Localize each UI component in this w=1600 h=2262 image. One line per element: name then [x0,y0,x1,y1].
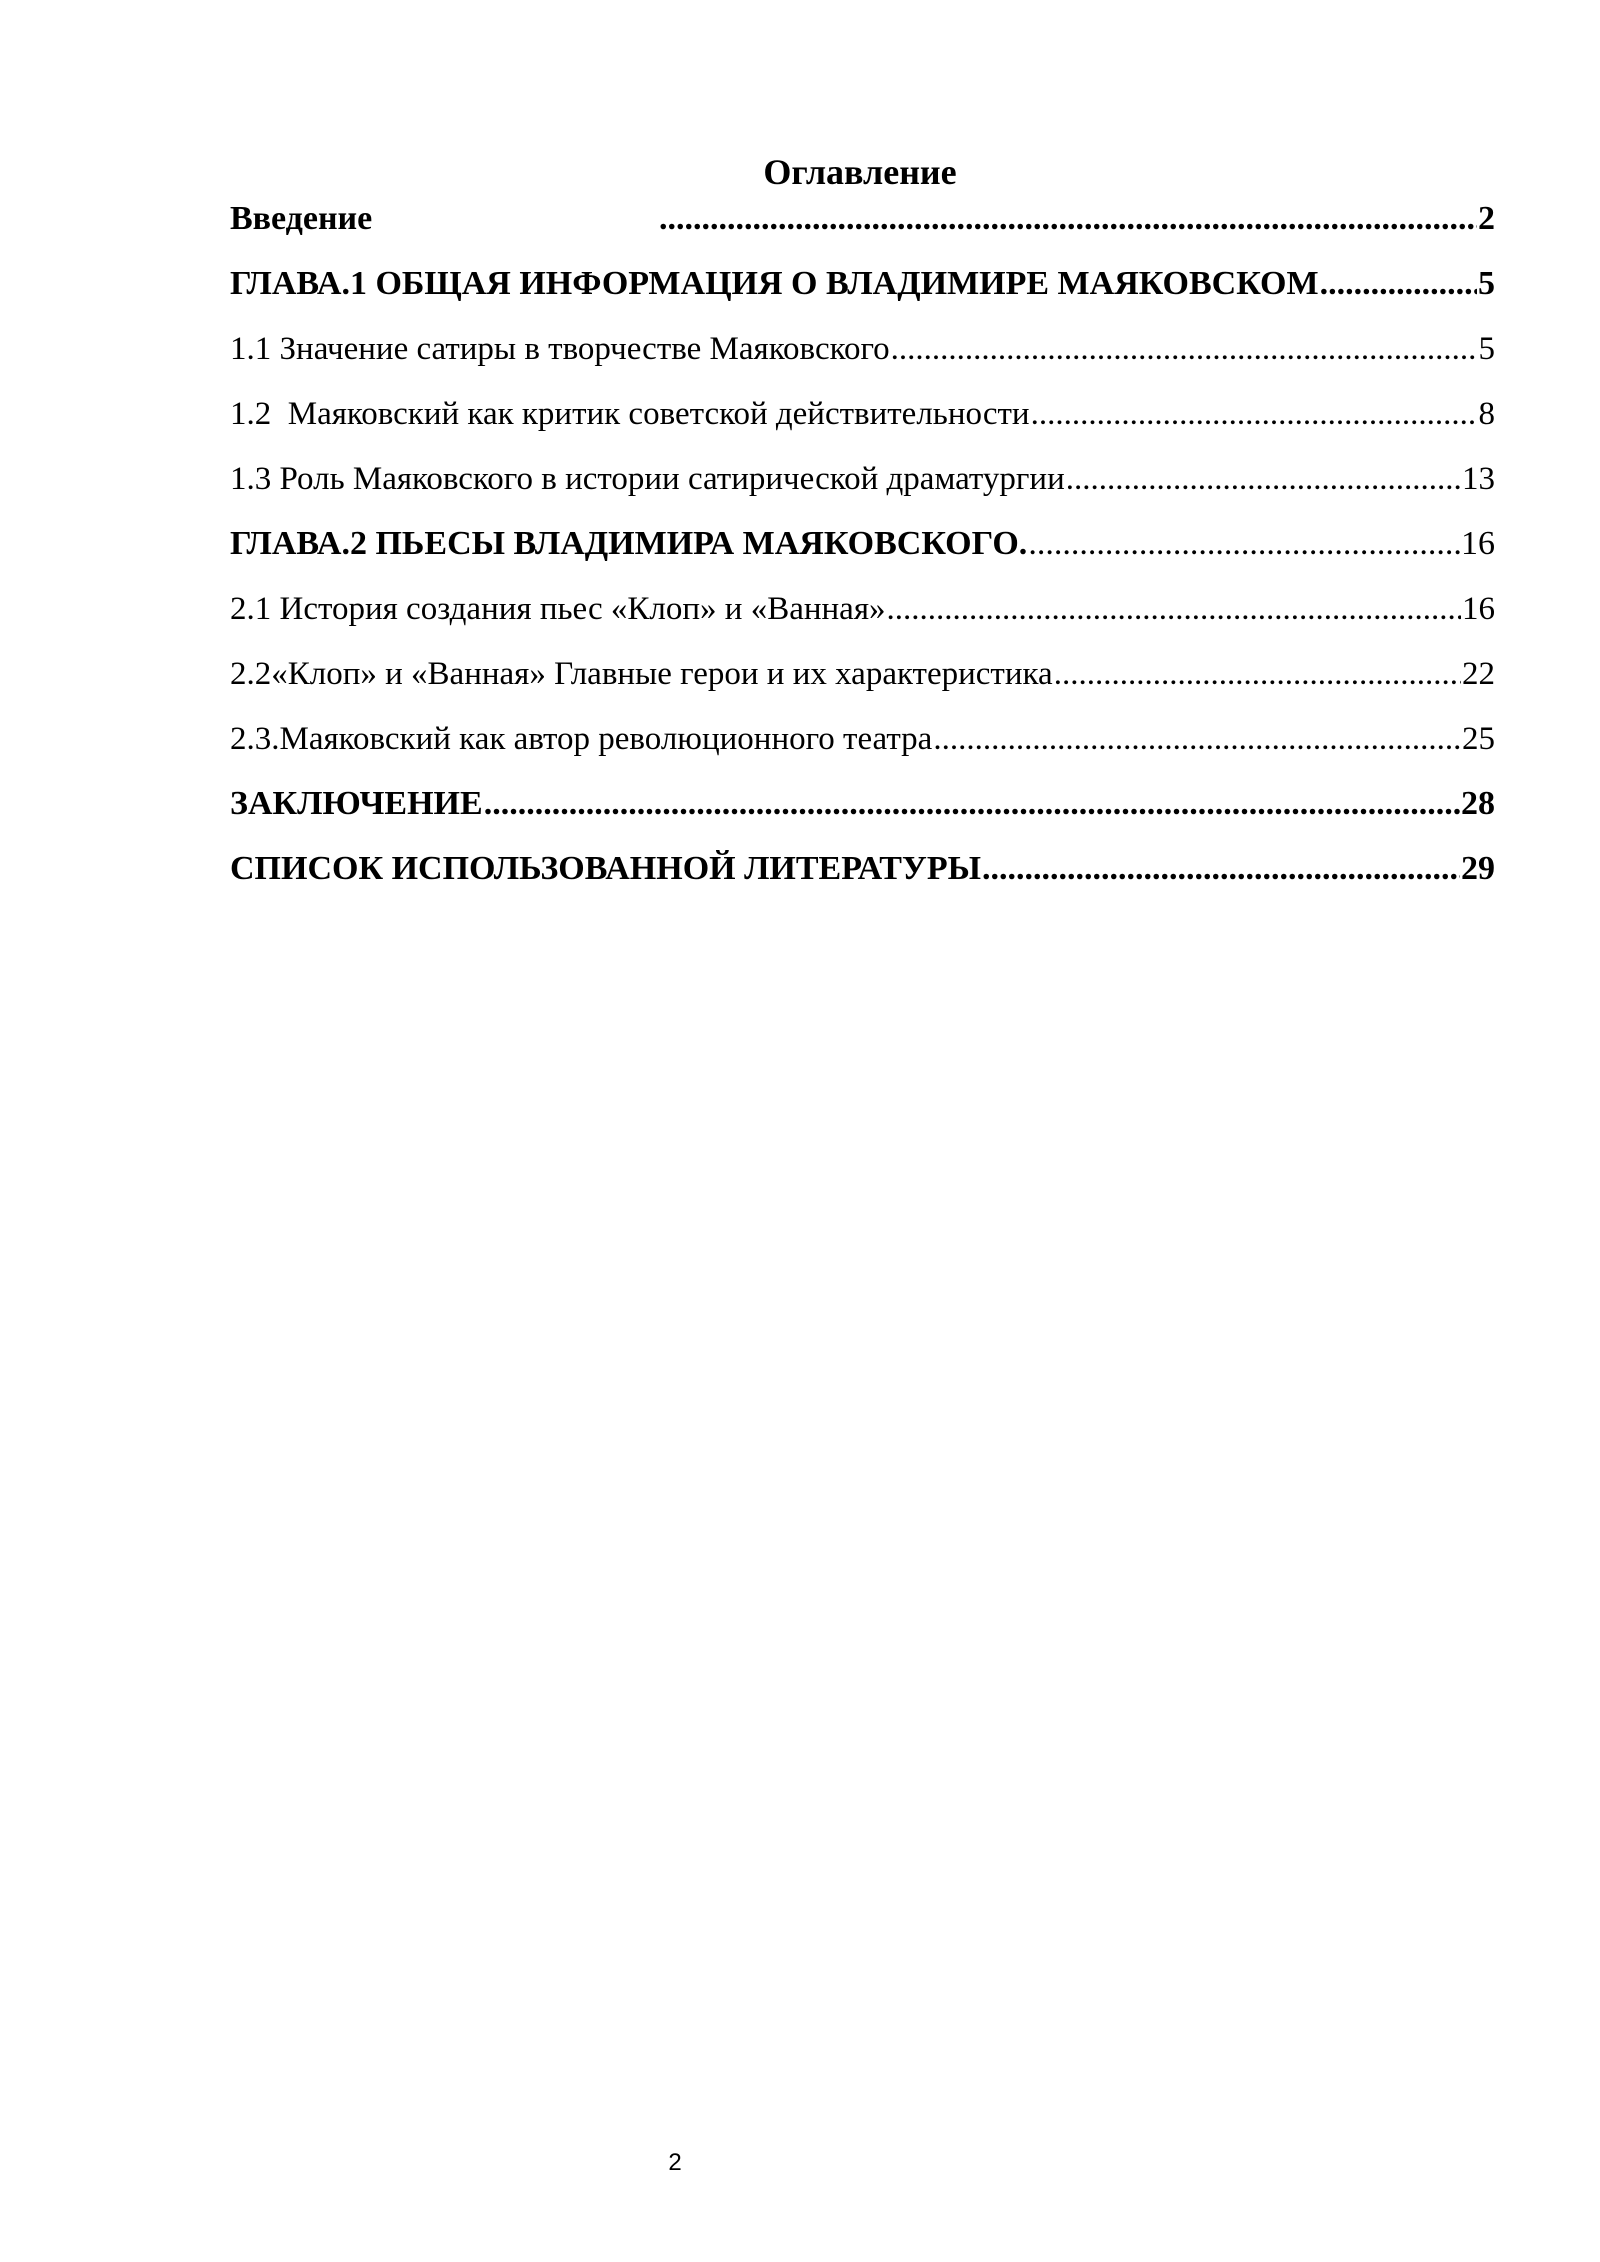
toc-entry-label: 2.1 История создания пьес «Клоп» и «Ванная» [230,591,886,627]
toc-entry-section-2-2[interactable] [230,652,1495,696]
toc-entry-section-2-1[interactable] [230,587,1495,631]
page-number-footer: 2 [668,2149,682,2176]
toc-dot-leader [933,717,1461,761]
toc-entry-label: 1.2 Маяковский как критик советской действительности [230,396,1030,432]
toc-entry-label: Введение [230,200,373,237]
toc-entry-page: 22 [1462,656,1495,692]
toc-entry-label: 2.3.Маяковский как автор революционного театра [230,721,933,757]
toc-entry-page: 25 [1462,721,1495,757]
toc-entry-section-1-3[interactable] [230,457,1495,501]
toc-entry-label: 1.3 Роль Маяковского в истории сатирической драматургии [230,461,1065,497]
toc-entry-chapter-1[interactable] [230,262,1495,306]
toc-entry-page: 5 [1478,265,1495,302]
toc-entry-page: 16 [1462,591,1495,627]
toc-dot-leader [1031,392,1478,436]
toc-entry-label: ГЛАВА.2 ПЬЕСЫ ВЛАДИМИРА МАЯКОВСКОГО. [230,525,1028,562]
toc-dot-leader [1320,262,1477,306]
toc-entry-page: 29 [1461,850,1495,887]
toc-entry-page: 28 [1461,785,1495,822]
toc-entry-label: ЗАКЛЮЧЕНИЕ [230,785,483,822]
toc-dot-leader [887,587,1461,631]
toc-entry-conclusion[interactable] [230,782,1495,826]
toc-entry-label: 1.1 Значение сатиры в творчестве Маяковского [230,331,890,367]
toc-entry-chapter-2[interactable] [230,522,1495,566]
toc-dot-leader [1066,457,1461,501]
toc-entry-section-1-1[interactable] [230,327,1495,371]
toc-entry-page: 13 [1462,461,1495,497]
toc-entry-page: 2 [1478,200,1495,237]
toc-dot-leader [659,197,1477,241]
toc-dot-leader [982,847,1460,891]
toc-dot-leader [484,782,1460,826]
toc-entry-page: 16 [1461,525,1495,562]
toc-dot-leader [1028,522,1460,566]
toc-dot-leader [891,327,1478,371]
toc-entry-label: СПИСОК ИСПОЛЬЗОВАННОЙ ЛИТЕРАТУРЫ [230,850,981,887]
toc-entry-introduction[interactable] [230,197,1495,241]
toc-entry-section-1-2[interactable] [230,392,1495,436]
toc-entry-label: ГЛАВА.1 ОБЩАЯ ИНФОРМАЦИЯ О ВЛАДИМИРЕ МАЯКОВСКОМ [230,265,1319,302]
toc-entry-bibliography[interactable] [230,847,1495,891]
toc-entry-page: 5 [1478,331,1495,367]
toc-entry-page: 8 [1478,396,1495,432]
toc-entry-label: 2.2«Клоп» и «Ванная» Главные герои и их характеристика [230,656,1053,692]
toc-dot-leader [1054,652,1461,696]
toc-entry-section-2-3[interactable] [230,717,1495,761]
toc-title: Оглавление [763,152,957,192]
